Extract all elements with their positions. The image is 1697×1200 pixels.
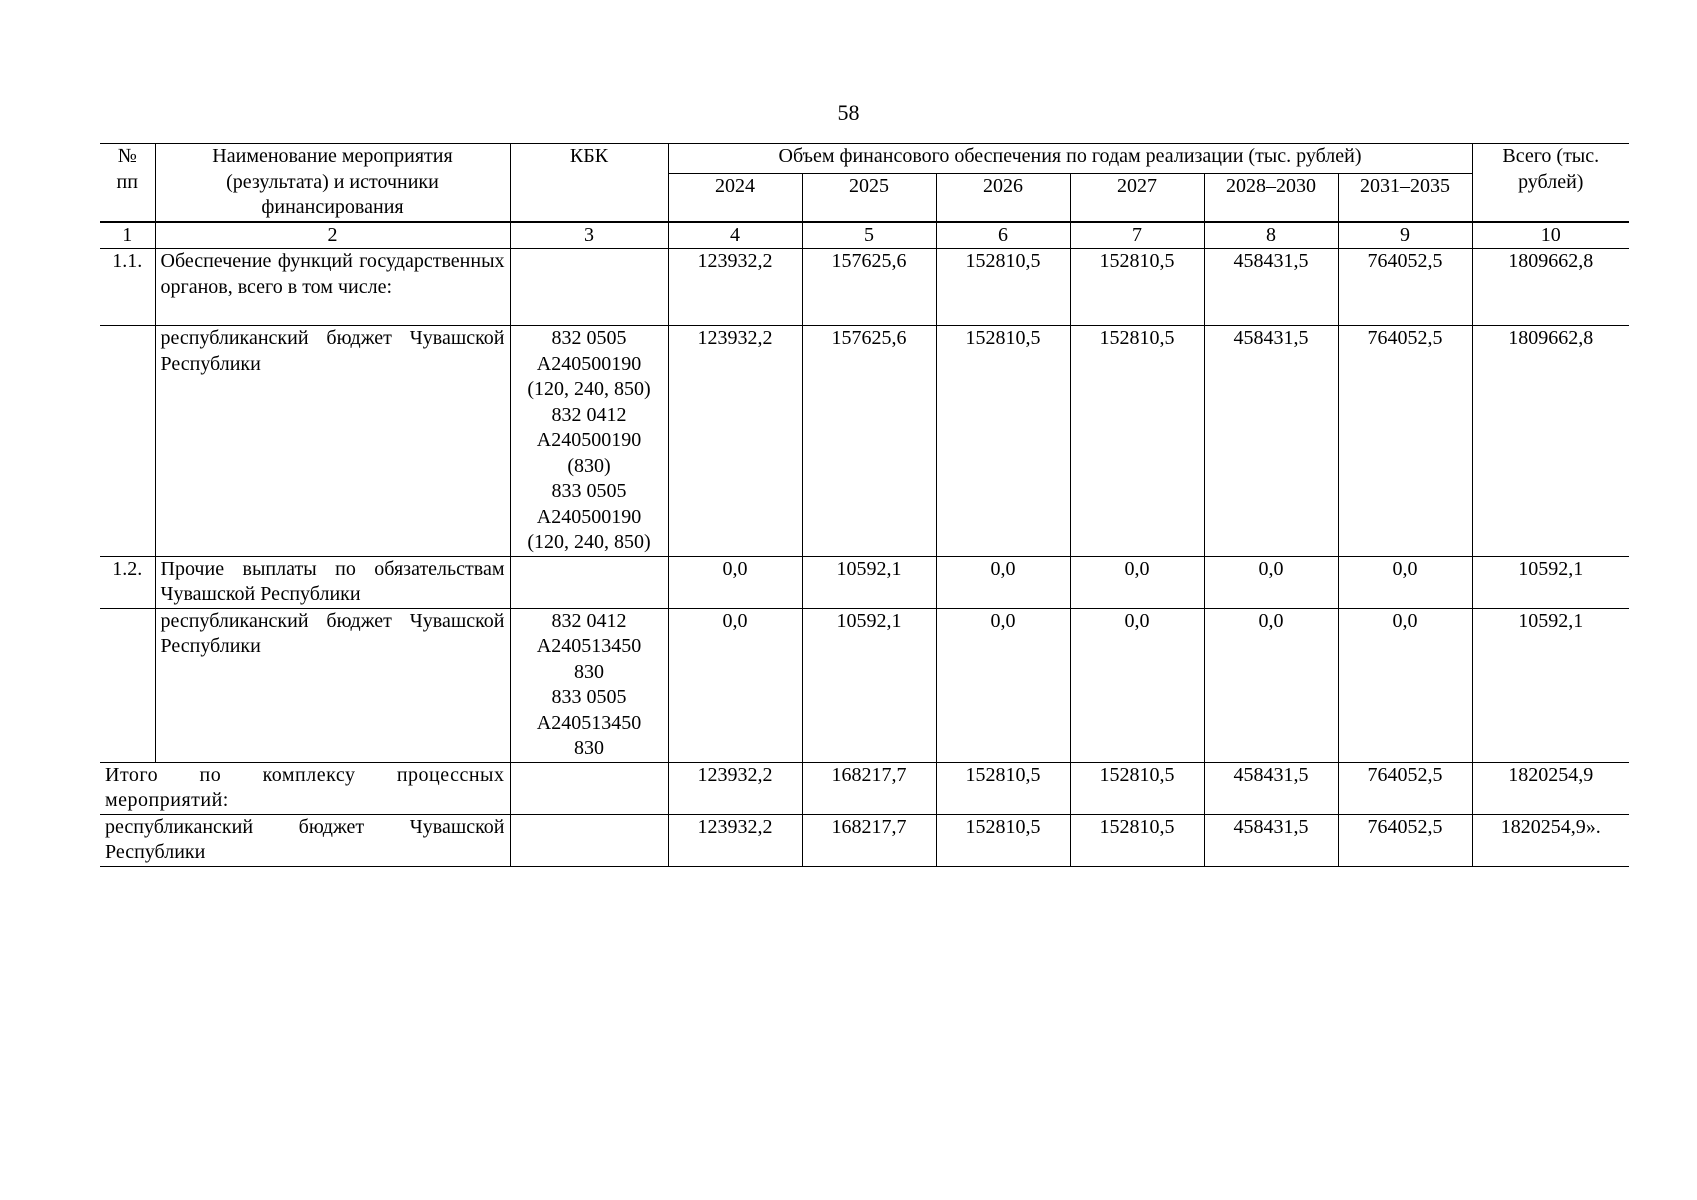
kbk-line: 830 <box>574 660 604 683</box>
column-number: 5 <box>802 222 936 249</box>
column-number-row <box>100 222 1629 249</box>
total-source-kbk <box>510 814 668 866</box>
total-kbk <box>510 762 668 814</box>
table-row <box>100 556 1629 608</box>
total-source-value: 764052,5 <box>1338 814 1472 866</box>
column-number: 2 <box>155 222 510 249</box>
row-value: 152810,5 <box>936 249 1070 326</box>
total-source-value: 152810,5 <box>936 814 1070 866</box>
row-number <box>100 608 155 762</box>
row-value: 458431,5 <box>1204 326 1338 557</box>
row-total: 10592,1 <box>1472 608 1629 762</box>
row-value: 458431,5 <box>1204 249 1338 326</box>
row-total: 10592,1 <box>1472 556 1629 608</box>
header-kbk: КБК <box>510 144 668 222</box>
row-value: 152810,5 <box>1070 249 1204 326</box>
total-value: 168217,7 <box>802 762 936 814</box>
total-value: 123932,2 <box>668 762 802 814</box>
total-source-label: республиканский бюджет Чувашской Республики <box>100 814 510 866</box>
header-number-line: пп <box>116 170 138 193</box>
row-value: 0,0 <box>1070 556 1204 608</box>
column-number: 4 <box>668 222 802 249</box>
column-number: 3 <box>510 222 668 249</box>
total-source-grand: 1820254,9». <box>1472 814 1629 866</box>
header-year: 2024 <box>668 173 802 222</box>
column-number: 1 <box>100 222 155 249</box>
total-row <box>100 762 1629 814</box>
kbk-line: А240500190 <box>536 429 642 451</box>
row-value: 157625,6 <box>802 326 936 557</box>
row-value: 0,0 <box>936 608 1070 762</box>
kbk-line: 832 0505 <box>551 327 627 349</box>
row-value: 0,0 <box>1338 556 1472 608</box>
kbk-line: (120, 240, 850) <box>527 531 651 553</box>
row-value: 10592,1 <box>802 556 936 608</box>
row-kbk <box>510 326 668 557</box>
row-value: 10592,1 <box>802 608 936 762</box>
row-name: республиканский бюджет Чувашской Республики <box>155 608 510 762</box>
total-source-value: 152810,5 <box>1070 814 1204 866</box>
row-value: 0,0 <box>668 608 802 762</box>
column-number: 7 <box>1070 222 1204 249</box>
kbk-line: 830 <box>574 737 604 759</box>
column-number: 9 <box>1338 222 1472 249</box>
table-row <box>100 608 1629 762</box>
row-kbk <box>510 608 668 762</box>
total-source-value: 168217,7 <box>802 814 936 866</box>
column-number: 6 <box>936 222 1070 249</box>
row-value: 764052,5 <box>1338 249 1472 326</box>
header-volume: Объем финансового обеспечения по годам реализации (тыс. рублей) <box>668 144 1472 174</box>
table-row <box>100 326 1629 557</box>
row-value: 0,0 <box>1070 608 1204 762</box>
total-grand: 1820254,9 <box>1472 762 1629 814</box>
row-value: 157625,6 <box>802 249 936 326</box>
row-value: 0,0 <box>1204 608 1338 762</box>
row-name: Прочие выплаты по обязательствам Чувашской Республики <box>155 556 510 608</box>
table-row <box>100 249 1629 326</box>
row-value: 123932,2 <box>668 249 802 326</box>
row-value: 0,0 <box>668 556 802 608</box>
kbk-line: А240513450 <box>536 635 642 657</box>
header-year: 2026 <box>936 173 1070 222</box>
row-kbk <box>510 556 668 608</box>
kbk-line: (120, 240, 850) <box>527 378 651 400</box>
kbk-line: 833 0505 <box>551 686 627 708</box>
column-number: 10 <box>1472 222 1629 249</box>
header-number <box>100 144 155 222</box>
row-number: 1.2. <box>100 556 155 608</box>
header-number-line: № <box>117 145 137 167</box>
header-name: Наименование мероприятия (результата) и источники финансирования <box>155 144 510 222</box>
kbk-line: 833 0505 <box>551 480 627 502</box>
row-kbk <box>510 249 668 326</box>
total-source-value: 123932,2 <box>668 814 802 866</box>
header-total: Всего (тыс. рублей) <box>1472 144 1629 222</box>
financing-table <box>100 143 1629 867</box>
header-year: 2027 <box>1070 173 1204 222</box>
kbk-line: А240513450 <box>536 711 642 734</box>
row-total: 1809662,8 <box>1472 249 1629 326</box>
kbk-line: А240500190 <box>536 352 642 375</box>
row-value: 152810,5 <box>1070 326 1204 557</box>
row-value: 152810,5 <box>936 326 1070 557</box>
column-number: 8 <box>1204 222 1338 249</box>
header-year: 2025 <box>802 173 936 222</box>
total-source-value: 458431,5 <box>1204 814 1338 866</box>
page-number: 58 <box>837 100 860 125</box>
total-value: 152810,5 <box>1070 762 1204 814</box>
row-value: 0,0 <box>1338 608 1472 762</box>
total-value: 458431,5 <box>1204 762 1338 814</box>
row-value: 764052,5 <box>1338 326 1472 557</box>
row-number <box>100 326 155 557</box>
total-value: 764052,5 <box>1338 762 1472 814</box>
header-year: 2031–2035 <box>1338 173 1472 222</box>
kbk-line: 832 0412 <box>551 609 627 632</box>
row-name: республиканский бюджет Чувашской Республики <box>155 326 510 557</box>
kbk-line: 832 0412 <box>551 403 627 426</box>
row-total: 1809662,8 <box>1472 326 1629 557</box>
row-value: 123932,2 <box>668 326 802 557</box>
kbk-line: (830) <box>567 454 611 477</box>
kbk-line: А240500190 <box>536 505 642 528</box>
total-source-row <box>100 814 1629 866</box>
total-value: 152810,5 <box>936 762 1070 814</box>
row-number: 1.1. <box>100 249 155 326</box>
header-year: 2028–2030 <box>1204 173 1338 222</box>
table-header <box>100 144 1629 249</box>
row-value: 0,0 <box>936 556 1070 608</box>
total-label: Итого по комплексу процессных мероприятий: <box>100 762 510 814</box>
row-name: Обеспечение функций государственных органов, всего в том числе: <box>155 249 510 326</box>
row-value: 0,0 <box>1204 556 1338 608</box>
